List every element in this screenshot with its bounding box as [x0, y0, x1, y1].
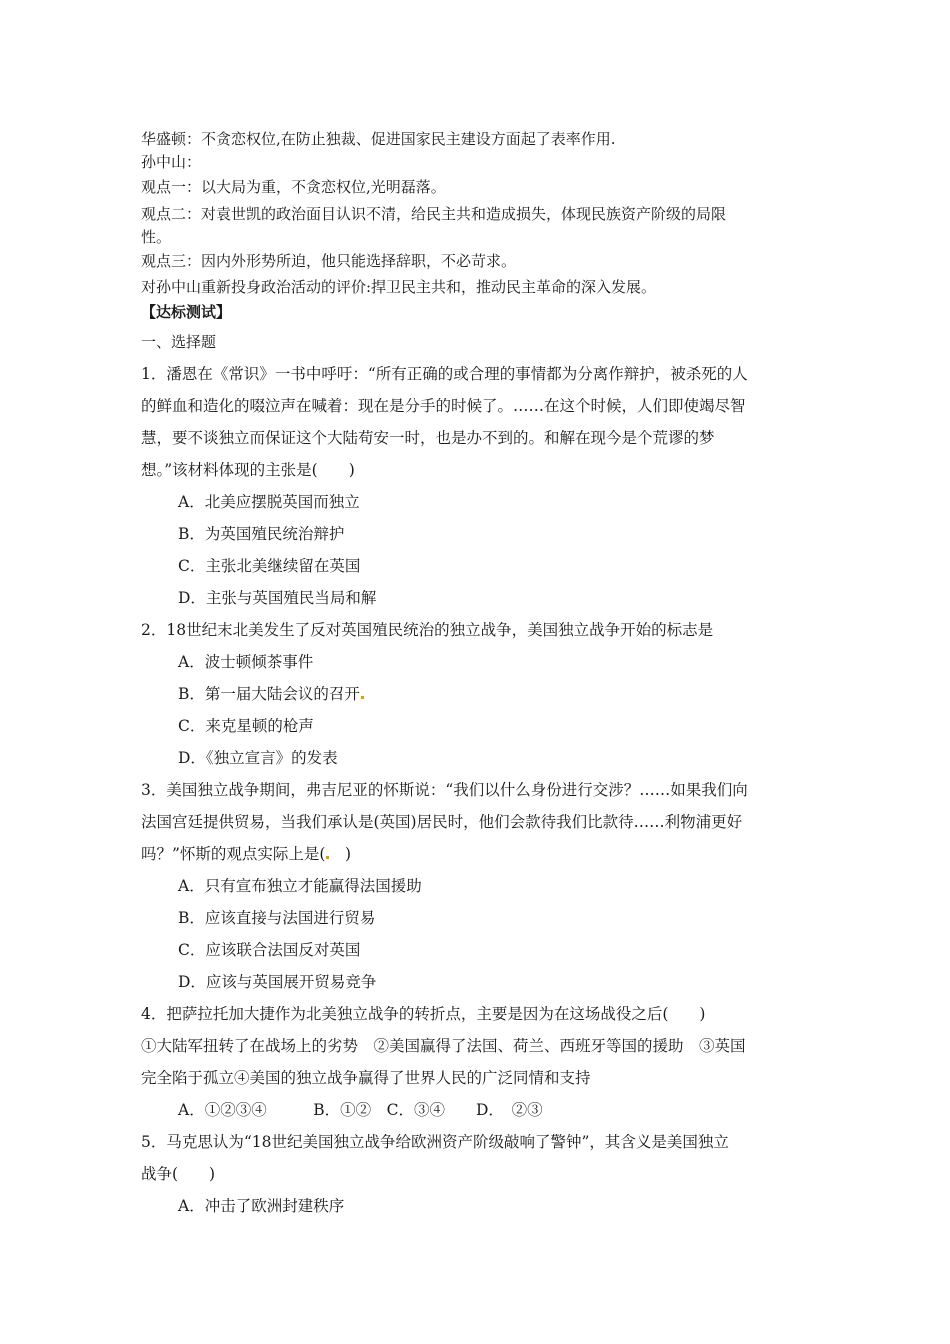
q1-option-d: D．主张与英国殖民当局和解 — [178, 589, 377, 607]
q5-option-a: A．冲击了欧洲封建秩序 — [178, 1197, 345, 1215]
intro-view-2b: 性。 — [141, 228, 172, 246]
q2-option-b-row — [178, 683, 364, 705]
q4-text-3: 完全陷于孤立④美国的独立战争赢得了世界人民的广泛同情和支持 — [141, 1069, 591, 1087]
q3-text-2: 法国宫廷提供贸易，当我们承认是(英国)居民时，他们会款待我们比款待……利物浦更好 — [141, 813, 743, 831]
intro-sun-yatsen: 孙中山： — [141, 153, 202, 171]
section-title: 【达标测试】 — [141, 303, 232, 321]
q3-text-1: 3．美国独立战争期间，弗吉尼亚的怀斯说：“我们以什么身份进行交涉？……如果我们向 — [141, 781, 748, 799]
q4-options: A．①②③④ B．①② C．③④ D． ②③ — [178, 1101, 543, 1119]
q3-option-a: A．只有宣布独立才能赢得法国援助 — [178, 877, 422, 895]
q5-text-1: 5．马克思认为“18世纪美国独立战争给欧洲资产阶级敲响了警钟”，其含义是美国独立 — [141, 1133, 729, 1151]
q4-text-2: ①大陆军扭转了在战场上的劣势 ②美国赢得了法国、荷兰、西班牙等国的援助 ③英国 — [141, 1037, 746, 1055]
q3-option-d: D．应该与英国展开贸易竞争 — [178, 973, 377, 991]
q2-option-a: A．波士顿倾茶事件 — [178, 653, 314, 671]
q1-option-b: B．为英国殖民统治辩护 — [178, 525, 345, 543]
intro-view-1: 观点一：以大局为重，不贪恋权位,光明磊落。 — [141, 178, 446, 196]
q1-option-a: A．北美应摆脱英国而独立 — [178, 493, 360, 511]
q3-option-b: B．应该直接与法国进行贸易 — [178, 909, 376, 927]
q5-text-2: 战争( ) — [141, 1165, 216, 1183]
edit-mark — [361, 696, 364, 699]
q2-option-b: B．第一届大陆会议的召开 — [178, 685, 360, 703]
q1-text-4: 想。”该材料体现的主张是( ) — [141, 461, 355, 479]
q3-option-c: C．应该联合法国反对英国 — [178, 941, 361, 959]
q4-text-1: 4．把萨拉托加大捷作为北美独立战争的转折点，主要是因为在这场战役之后( ) — [141, 1005, 706, 1023]
q1-option-c: C．主张北美继续留在英国 — [178, 557, 361, 575]
intro-washington: 华盛顿：不贪恋权位,在防止独裁、促进国家民主建设方面起了表率作用. — [141, 130, 616, 148]
q2-option-c: C．来克星顿的枪声 — [178, 717, 314, 735]
q3-text-3a: 吗？”怀斯的观点实际上是( — [141, 845, 326, 863]
q2-text-1: 2．18世纪末北美发生了反对英国殖民统治的独立战争，美国独立战争开始的标志是 — [141, 621, 714, 639]
q2-option-d: D．《独立宣言》的发表 — [178, 749, 338, 767]
q3-text-3 — [141, 843, 351, 865]
intro-evaluation: 对孙中山重新投身政治活动的评价:捍卫民主共和，推动民主革命的深入发展。 — [141, 278, 657, 296]
intro-view-2a: 观点二：对袁世凯的政治面目认识不清，给民主共和造成损失，体现民族资产阶级的局限 — [141, 205, 727, 223]
q1-text-2: 的鲜血和造化的啜泣声在喊着：现在是分手的时候了。……在这个时候，人们即使竭尽智 — [141, 397, 746, 415]
q1-text-3: 慧，要不谈独立而保证这个大陆苟安一时，也是办不到的。和解在现今是个荒谬的梦 — [141, 429, 715, 447]
subsection-title: 一、选择题 — [141, 333, 217, 351]
q3-text-3b: ) — [329, 845, 352, 863]
q1-text-1: 1．潘恩在《常识》一书中呼吁：“所有正确的或合理的事情都为分离作辩护，被杀死的人 — [141, 365, 748, 383]
intro-view-3: 观点三：因内外形势所迫，他只能选择辞职，不必苛求。 — [141, 252, 517, 270]
